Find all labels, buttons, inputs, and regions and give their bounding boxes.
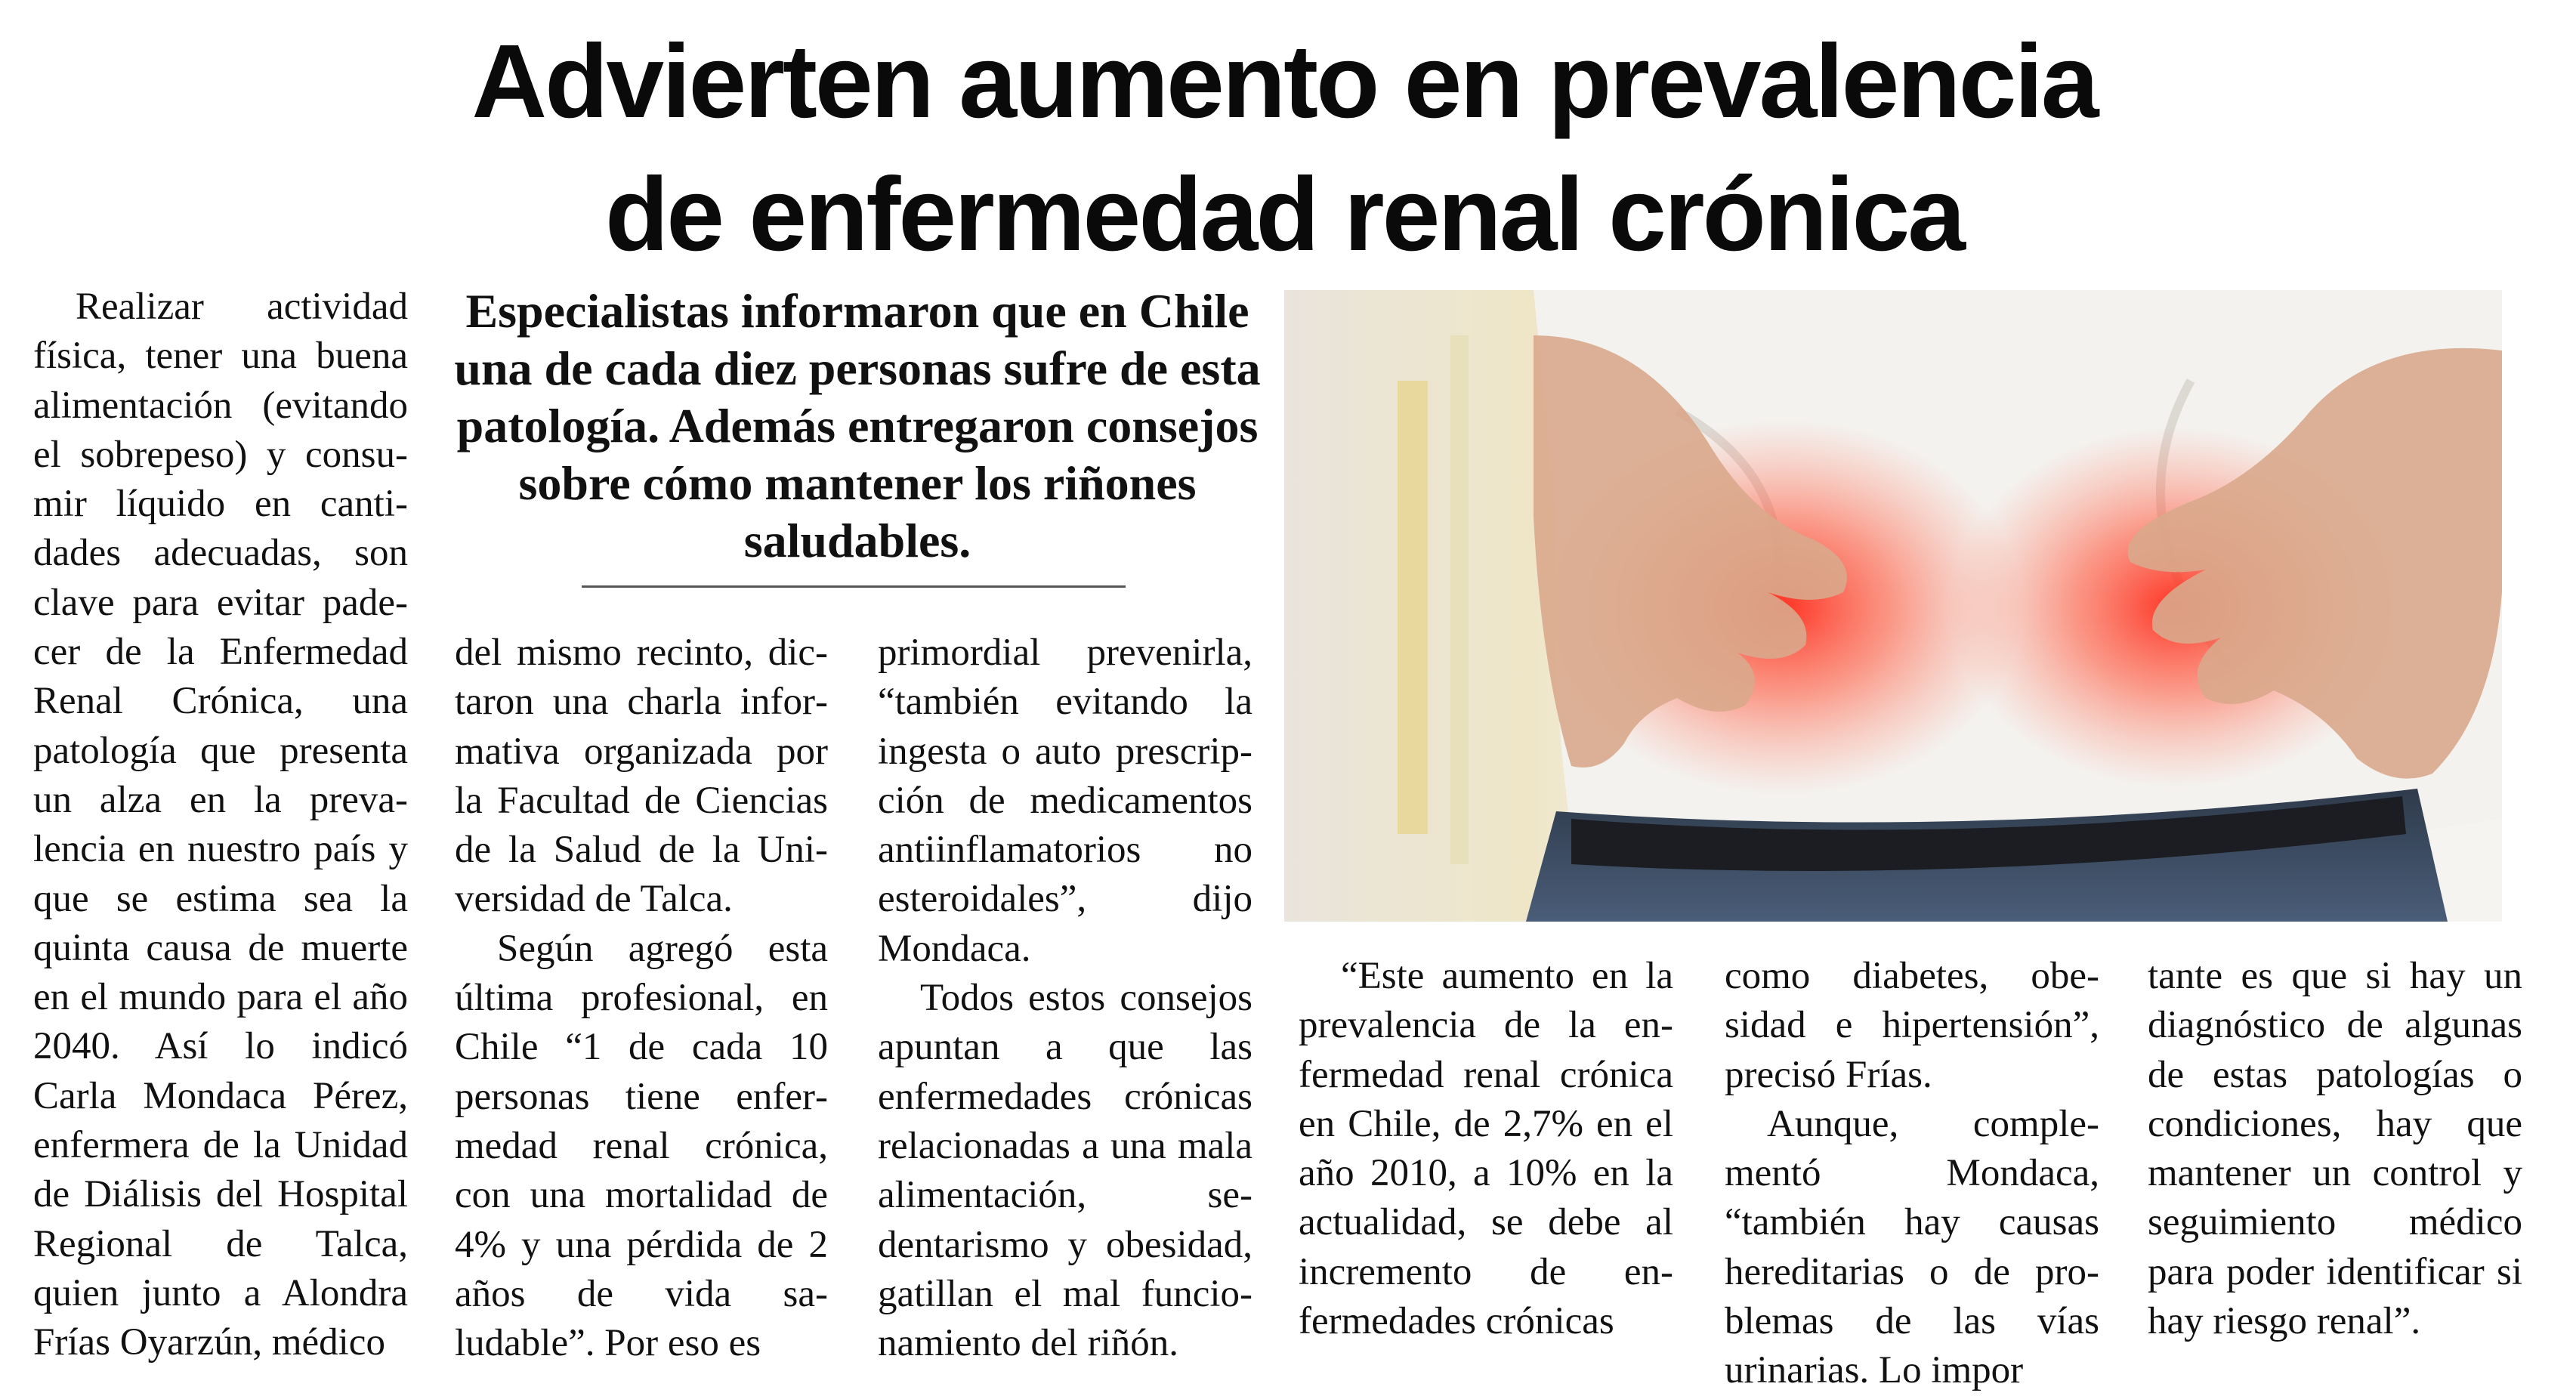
paragraph: Aunque, complementó Mondaca, “también hay causas hereditarias o de problemas de las vías urinarias. Lo impor — [1725, 1102, 2099, 1392]
headline — [393, 15, 2176, 281]
paragraph: Según agregó esta última profesional, en Chile “1 de cada 10 personas tiene enfermedad renal crónica, con una mortalidad de 4% y una pérdida de 2 años de vida saludable”. Por eso es — [455, 927, 828, 1365]
back-pain-photo — [1284, 290, 2502, 922]
body-column-3 — [878, 629, 1252, 1368]
headline-line-1: Advierten aumento en prevalencia — [471, 23, 2097, 140]
headline-line-2: de enfermedad renal crónica — [604, 156, 1964, 273]
paragraph: “Este aumento en la prevalencia de la enfermedad renal crónica en Chile, de 2,7% en el año 2010, a 10% en la actualidad, se debe al incremento de enfermedades crónicas — [1299, 955, 1673, 1343]
paragraph: como diabetes, obesidad e hipertensión”, precisó Frías. — [1725, 955, 2099, 1096]
paragraph: primordial prevenirla, “también evitando la ingesta o auto prescripción de medicamentos antiinflamatorios no esteroidales”, dijo Mondaca. — [878, 632, 1252, 970]
body-column-4 — [1299, 952, 1673, 1346]
deck-divider — [582, 585, 1126, 588]
paragraph: del mismo recinto, dictaron una charla informativa organizada por la Facultad de Ciencias de la Salud de la Universidad de Talca. — [455, 632, 828, 921]
paragraph: Todos estos consejos apuntan a que las enfermedades crónicas relacionadas a una mala alimentación, sedentarismo y obesidad, gatillan el mal funcionamiento del riñón. — [878, 977, 1252, 1365]
body-column-5 — [1725, 952, 2099, 1396]
paragraph: Realizar actividad física, tener una buena alimentación (evitando el sobrepeso) y consumir líquido en cantidades adecuadas, son clave para evitar padecer de la Enfermedad Renal Crónica, una patología que presenta un alza en la prevalencia en nuestro país y que se estima sea la quinta causa de muerte en el mundo para el año 2040. Así lo indicó Carla Mondaca Pérez, enfermera de la Unidad de Diálisis del Hospital Regional de Talca, quien junto a Alondra Frías Oyarzún, médico — [33, 286, 408, 1364]
body-column-1 — [33, 283, 408, 1368]
paragraph: tante es que si hay un diagnóstico de algunas de estas patologías o condiciones, hay que mantener un control y seguimiento médico para poder identificar si hay riesgo renal”. — [2148, 955, 2522, 1343]
back-pain-illustration — [1284, 290, 2502, 922]
body-column-2 — [455, 629, 828, 1368]
body-column-6 — [2148, 952, 2522, 1346]
deck-summary: Especialistas informaron que en Chile una de cada diez personas sufre de esta patología. Además entregaron consejos sobre cómo mantener los riñones saludables. — [454, 284, 1261, 567]
